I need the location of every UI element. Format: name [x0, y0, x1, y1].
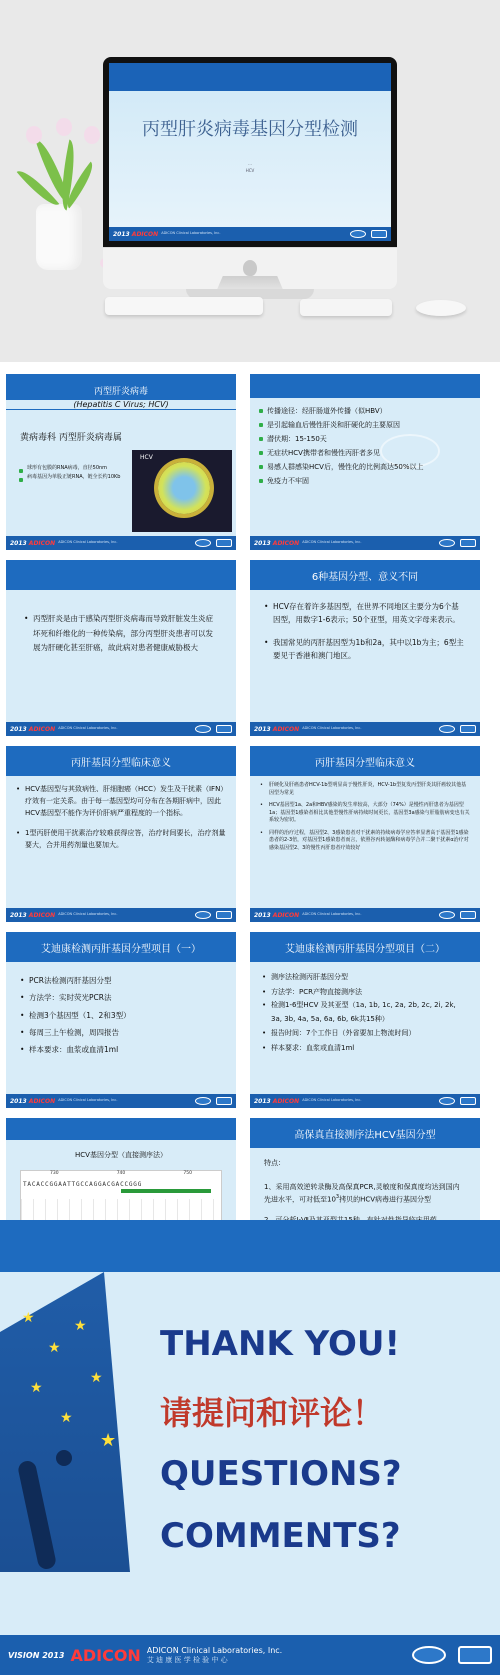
comments-text: COMMENTS? [160, 1516, 401, 1556]
slide-thank-you [0, 1220, 500, 1675]
questions-text: QUESTIONS? [160, 1454, 402, 1494]
slide-footer [6, 536, 236, 550]
cnas-badge-icon [195, 911, 211, 919]
slide-header [250, 1118, 480, 1148]
slide-header [6, 1118, 236, 1140]
list-item: • HCV基因型与其致病性、肝细胞癌（HCC）发生及干扰素（IFN）疗效有一定关系。由于每一基因型均可分布在各期肝病中，因此HCV基因型不能作为评价肝病严重程度的一个指标。 [16, 784, 226, 820]
cover-slide [109, 63, 391, 241]
list-item: • 同样的治疗过程，基因型2、3感染患者对干扰素的持续病毒学应答率显著高于基因型1感染患者的2-3倍，对基因型1感染患者而言，依照谷丙转氨酶和病毒学合并二聚干扰素α治疗对感染基因型2、3的慢性丙肝患者疗效较好 [260, 830, 470, 853]
slide-footer [6, 1094, 236, 1108]
list-item: • 方法学：实时荧光PCR法 [20, 989, 222, 1006]
list-item: 是引起输血后慢性肝炎和肝硬化的主要原因 [258, 418, 474, 432]
ma-badge-icon [371, 230, 387, 238]
list-item: • 方法学：PCR产物直接测序法 [262, 985, 468, 1000]
logo-subtitle: ADICON Clinical Laboratories, Inc. [302, 540, 362, 545]
questions-cn-text: 请提问和评论！ [160, 1394, 385, 1432]
cnas-badge-icon [439, 725, 455, 733]
star-icon: ★ [100, 1430, 117, 1451]
list-item: 传播途径：经肝肠道外传播（似HBV） [258, 404, 474, 418]
slide-footer [109, 227, 391, 241]
slide-footer [250, 536, 480, 550]
logo-subtitle: ADICON Clinical Laboratories, Inc. [58, 540, 118, 545]
adicon-logo: 2013 ADICON [113, 230, 159, 238]
adicon-logo: 2013 ADICON [10, 1097, 56, 1105]
slide-clinical-significance-2 [250, 746, 480, 922]
list-item: • 检测1-6型HCV 及其亚型（1a, 1b, 1c, 2a, 2b, 2c, 2i, 2k, 3a, 3b, 4a, 5a, 6a, 6b, 6k共15种） [262, 999, 468, 1026]
slide-adicon-test-2 [250, 932, 480, 1108]
list-item: 免疫力不牢固 [258, 474, 474, 488]
paragraph: • 丙型肝炎是由于感染丙型肝炎病毒而导致肝脏发生炎症坏死和纤维化的一种传染病，部分丙型肝炎患者可以发展为肝硬化甚至肝癌，故此病对患者健康威胁极大 [24, 612, 218, 656]
slide-header [6, 560, 236, 590]
slide-title: 丙肝基因分型临床意义 [71, 757, 171, 769]
list-item: 球形有包膜的RNA病毒，直径50nm [18, 464, 130, 473]
logo-subtitle: ADICON Clinical Laboratories, Inc. [161, 231, 221, 236]
flower [26, 126, 42, 144]
ma-badge-icon [216, 911, 232, 919]
cover-header-bar [109, 63, 391, 91]
slide-hepatitis-c-description [6, 560, 236, 736]
cnas-badge-icon [195, 539, 211, 547]
label: 特点： [264, 1159, 285, 1167]
star-icon: ★ [48, 1340, 61, 1356]
slide-title: 6种基因分型、意义不同 [311, 571, 419, 583]
list-item: • 样本要求：血浆或血清1ml [262, 1041, 468, 1056]
reaching-figure-head [56, 1450, 72, 1466]
ma-badge-icon [460, 725, 476, 733]
mouse [416, 300, 466, 316]
adicon-logo: 2013 ADICON [254, 539, 300, 547]
ma-badge-icon [216, 539, 232, 547]
adicon-logo: ADICON [70, 1645, 141, 1665]
list-item: • HCV基因型1a、2a和HBV感染的发生率较高，大部分（74%）是慢性丙肝患者为基因型1a；基因型1感染者相比其他型慢性肝病持续时间更长，基因型3a感染与肝脂肪病变也有关系较为密切。 [260, 802, 470, 825]
list-item: • 我国常见的丙肝基因型为1b和2a，其中以1b为主；6型主要见于香港和澳门地区。 [264, 636, 466, 662]
ma-badge-icon [460, 911, 476, 919]
slide-subtitle: (Hepatitis C Virus; HCV) [6, 400, 236, 409]
slide-footer [250, 1094, 480, 1108]
slide-footer [250, 908, 480, 922]
monitor-screen [103, 57, 397, 247]
vision-logo: VISION 2013 [8, 1650, 65, 1660]
slide-header [250, 932, 480, 962]
sequence-text: TACACCGGAATTGCCAGGACGACCGGG [23, 1181, 143, 1188]
cnas-badge-icon [195, 1097, 211, 1105]
logo-subtitle-cn: 艾 迪 康 医 学 检 验 中 心 [146, 1655, 228, 1664]
trackpad [300, 299, 392, 316]
image-label: HCV [140, 454, 153, 461]
logo-subtitle: ADICON Clinical Laboratories, Inc. [302, 726, 362, 731]
flower [84, 126, 100, 144]
adicon-logo: 2013 ADICON [254, 725, 300, 733]
slide-header [6, 746, 236, 776]
adicon-logo: 2013 ADICON [10, 539, 56, 547]
list-item: • 报告时间：7个工作日（外省要加上物流时间） [262, 1026, 468, 1041]
star-icon: ★ [90, 1370, 103, 1386]
thank-you-text: THANK YOU! [160, 1324, 401, 1364]
ma-badge-icon [216, 1097, 232, 1105]
cnas-badge-icon [439, 911, 455, 919]
cover-subtitle: HCV [245, 168, 255, 173]
apple-logo-icon [243, 260, 257, 276]
star-icon: ★ [22, 1310, 35, 1326]
slide-title: 艾迪康检测丙肝基因分型项目（二） [285, 943, 445, 955]
tick-label: 740 [116, 1171, 126, 1176]
slide-footer [250, 722, 480, 736]
chromatogram [20, 1170, 222, 1226]
slide-header [250, 374, 480, 398]
list-item: • 1型丙肝使用干扰素治疗较难获得应答，治疗时间要长，治疗剂量要大，合并用药剂量也要加大。 [16, 828, 226, 852]
cnas-badge-icon [412, 1646, 446, 1664]
cnas-badge-icon [350, 230, 366, 238]
adicon-logo: 2013 ADICON [10, 725, 56, 733]
virus-family: 黄病毒科 丙型肝炎病毒属 [20, 433, 122, 443]
list-item: • 每周三上午检测，周四报告 [20, 1024, 222, 1041]
slide-title: 丙肝基因分型临床意义 [315, 757, 415, 769]
list-item: • 样本要求：血浆或血清1ml [20, 1041, 222, 1058]
adicon-logo: 2013 ADICON [10, 911, 56, 919]
list-item: • PCR法检测丙肝基因分型 [20, 972, 222, 989]
slide-header [250, 560, 480, 590]
list-item: • 测序法检测丙肝基因分型 [262, 970, 468, 985]
hcv-virus-image [132, 450, 232, 532]
flower [56, 118, 72, 136]
logo-subtitle: ADICON Clinical Laboratories, Inc. [302, 912, 362, 917]
chart-title: HCV基因分型（直接测序法） [75, 1151, 167, 1159]
star-icon: ★ [74, 1318, 87, 1334]
list-item: 无症状HCV携带者和慢性丙肝者多见 [258, 446, 474, 460]
slide-transmission [250, 374, 480, 550]
slide-header [6, 932, 236, 962]
ma-badge-icon [216, 725, 232, 733]
adicon-logo: 2013 ADICON [254, 1097, 300, 1105]
tick-label: 750 [183, 1171, 192, 1176]
keyboard [105, 297, 263, 315]
cnas-badge-icon [195, 725, 211, 733]
slide-footer [0, 1635, 500, 1675]
slide-title: 丙型肝炎病毒 [93, 387, 148, 397]
paragraph: 1、采用高效逆转录酶及高保真PCR,灵敏度和保真度均达到国内先进水平，可对低至$10^3$拷贝的HCV病毒进行基因分型 [264, 1182, 460, 1204]
logo-subtitle: ADICON Clinical Laboratories, Inc. [58, 726, 118, 731]
logo-subtitle: ADICON Clinical Laboratories, Inc. [58, 912, 118, 917]
ma-badge-icon [460, 539, 476, 547]
sequence-highlight [121, 1189, 211, 1193]
hero-desk-scene [0, 0, 500, 362]
list-item: 病毒基因为单股正链RNA，链全长约10Kb [18, 473, 130, 482]
plant-pot [36, 204, 82, 270]
slide-title: 艾迪康检测丙肝基因分型项目（一） [41, 943, 201, 955]
cnas-badge-icon [439, 1097, 455, 1105]
cover-title: 丙型肝炎病毒基因分型检测 [142, 119, 358, 140]
slide-hcv-intro [6, 374, 236, 550]
slide-footer [6, 908, 236, 922]
list-item: 易感人群感染HCV后，慢性化的比例高达50%以上 [258, 460, 474, 474]
tick-label: 730 [50, 1171, 59, 1176]
logo-subtitle: ADICON Clinical Laboratories, Inc. [58, 1098, 118, 1103]
list-item: • 肝硬化及肝癌患者HCV-1b型明显高于慢性肝炎，HCV-1b型复发丙型肝炎其肝癌较其他基因型为常见 [260, 782, 470, 797]
slide-genotypes [250, 560, 480, 736]
ma-badge-icon [460, 1097, 476, 1105]
ma-badge-icon [458, 1646, 492, 1664]
logo-subtitle: ADICON Clinical Laboratories, Inc. [146, 1645, 283, 1655]
star-icon: ★ [30, 1380, 43, 1396]
list-item: 潜伏期：15-150天 [258, 432, 474, 446]
imac-monitor [103, 57, 397, 289]
list-item: • 检测3个基因型（1、2和3型） [20, 1007, 222, 1024]
cover-subtitle: ... [248, 161, 252, 166]
cnas-badge-icon [439, 539, 455, 547]
slide-header [250, 746, 480, 776]
slide-header [0, 1220, 500, 1272]
slide-footer [6, 722, 236, 736]
logo-subtitle: ADICON Clinical Laboratories, Inc. [302, 1098, 362, 1103]
adicon-logo: 2013 ADICON [254, 911, 300, 919]
star-icon: ★ [60, 1410, 73, 1426]
slide-adicon-test-1 [6, 932, 236, 1108]
slide-clinical-significance-1 [6, 746, 236, 922]
slide-title: 高保真直接测序法HCV基因分型 [294, 1129, 436, 1141]
list-item: • HCV存在着许多基因型，在世界不同地区主要分为6个基因型，用数字1-6表示；50个亚型，用英文字母来表示。 [264, 600, 466, 626]
